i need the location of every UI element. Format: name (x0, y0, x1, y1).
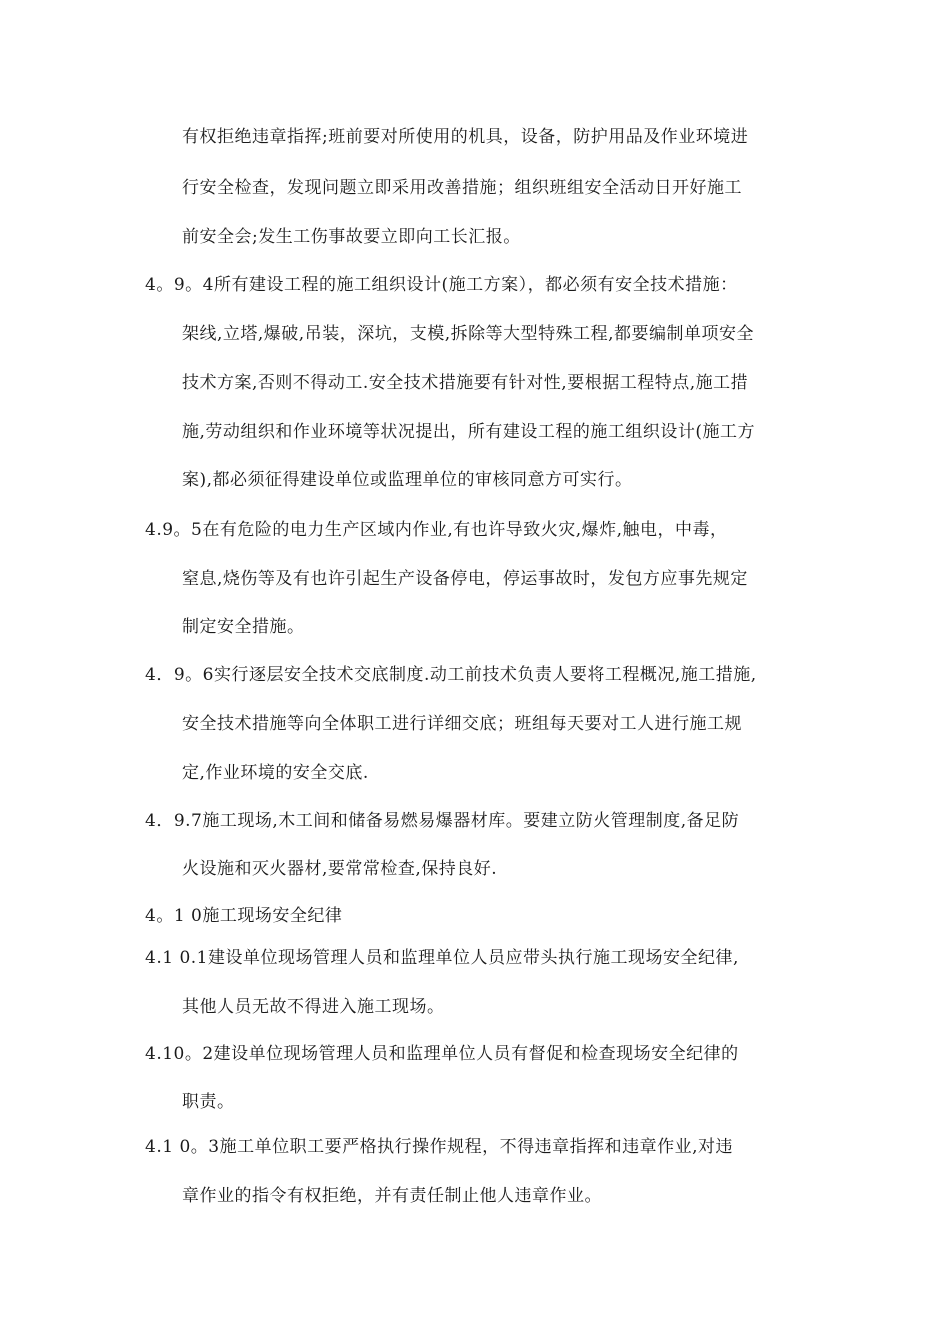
section-heading: 4。1 0施工现场安全纪律 (145, 906, 343, 926)
section-heading: 4.10。2建设单位现场管理人员和监理单位人员有督促和检查现场安全纪律的 (145, 1044, 739, 1064)
section-heading: 4.1 0。3施工单位职工要严格执行操作规程，不得违章指挥和违章作业,对违 (145, 1137, 733, 1157)
text-line: 架线,立塔,爆破,吊装，深坑，支模,拆除等大型特殊工程,都要编制单项安全 (182, 324, 755, 344)
section-heading: 4．9.7施工现场,木工间和储备易燃易爆器材库。要建立防火管理制度,备足防 (145, 811, 740, 831)
text-line: 施,劳动组织和作业环境等状况提出，所有建设工程的施工组织设计(施工方 (182, 422, 756, 442)
text-line: 有权拒绝违章指挥;班前要对所使用的机具，设备，防护用品及作业环境进 (182, 127, 749, 147)
text-line: 章作业的指令有权拒绝，并有责任制止他人违章作业。 (182, 1186, 602, 1206)
section-heading: 4。9。4所有建设工程的施工组织设计(施工方案），都必须有安全技术措施： (145, 275, 738, 295)
section-heading: 4.9。5在有危险的电力生产区域内作业,有也许导致火灾,爆炸,触电，中毒， (145, 520, 728, 540)
text-line: 行安全检查，发现问题立即采用改善措施；组织班组安全活动日开好施工 (182, 178, 742, 198)
text-line: 职责。 (182, 1092, 235, 1112)
text-line: 安全技术措施等向全体职工进行详细交底；班组每天要对工人进行施工规 (182, 714, 742, 734)
section-heading: 4.1 0.1建设单位现场管理人员和监理单位人员应带头执行施工现场安全纪律, (145, 948, 739, 968)
section-heading: 4．9。6实行逐层安全技术交底制度.动工前技术负责人要将工程概况,施工措施, (145, 665, 757, 685)
text-line: 其他人员无故不得进入施工现场。 (182, 997, 445, 1017)
text-line: 定,作业环境的安全交底. (182, 763, 369, 783)
text-line: 制定安全措施。 (182, 617, 305, 637)
text-line: 案),都必须征得建设单位或监理单位的审核同意方可实行。 (182, 470, 633, 490)
text-line: 技术方案,否则不得动工.安全技术措施要有针对性,要根据工程特点,施工措 (182, 373, 749, 393)
text-line: 前安全会;发生工伤事故要立即向工长汇报。 (182, 227, 521, 247)
text-line: 窒息,烧伤等及有也许引起生产设备停电，停运事故时，发包方应事先规定 (182, 569, 748, 589)
text-line: 火设施和灭火器材,要常常检查,保持良好. (182, 859, 498, 879)
